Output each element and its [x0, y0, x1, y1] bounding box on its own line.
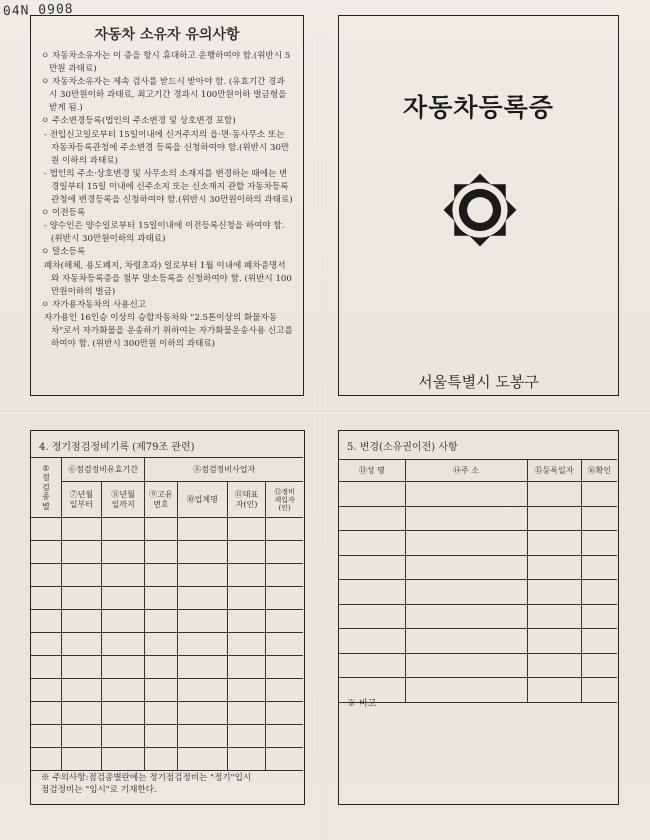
change-cell	[581, 580, 617, 605]
change-cell	[581, 604, 617, 629]
inspection-cell	[145, 725, 177, 748]
change-section-title: 5. 변경(소유권이전) 사항	[347, 442, 458, 453]
inspection-cell	[177, 610, 227, 633]
inspection-cell	[31, 748, 61, 771]
representative-header: ⑪대표 자(인)	[227, 482, 265, 518]
inspection-cell	[102, 564, 145, 587]
inspection-cell	[266, 679, 303, 702]
notice-item: - 전입신고일로부터 15일이내에 신거주지의 읍·면·동사무소 또는 자동차등록관청에 주소변경 등록을 신청하여야 함.(위반시 30만원 이하의 과태료)	[44, 129, 290, 166]
corner-stamp-number: 04N 0908	[2, 1, 74, 20]
change-cell	[527, 506, 581, 531]
change-cell	[527, 678, 581, 703]
inspection-cell	[61, 518, 101, 541]
inspection-cell	[61, 541, 101, 564]
inspection-cell	[266, 541, 303, 564]
change-cell	[581, 506, 617, 531]
inspection-cell	[266, 633, 303, 656]
owner-notice-panel	[30, 15, 304, 396]
change-cell	[527, 555, 581, 580]
owner-name-header: ⑬성 명	[339, 460, 405, 482]
inspection-cell	[177, 748, 227, 771]
inspection-cell	[102, 518, 145, 541]
inspection-cell	[31, 564, 61, 587]
change-cell	[405, 604, 527, 629]
inspection-row	[31, 518, 303, 541]
change-cell	[405, 482, 527, 507]
inspection-cell	[227, 541, 265, 564]
horizontal-fold-line	[0, 411, 650, 415]
inspection-cell	[227, 564, 265, 587]
inspection-cell	[102, 725, 145, 748]
inspection-cell	[31, 702, 61, 725]
valid-to-header: ⑧년월 일까지	[102, 482, 145, 518]
inspection-cell	[227, 587, 265, 610]
change-cell	[339, 604, 405, 629]
inspection-row	[31, 633, 303, 656]
notice-item: ㅇ 말소등록	[41, 247, 86, 258]
inspection-cell	[227, 702, 265, 725]
change-row	[339, 653, 617, 678]
change-row	[339, 555, 617, 580]
inspection-cell	[61, 564, 101, 587]
notice-item: ㅇ 이전등록	[41, 208, 86, 219]
change-cell	[339, 531, 405, 556]
change-cell	[581, 678, 617, 703]
inspection-row	[31, 702, 303, 725]
inspection-cell	[102, 541, 145, 564]
notice-item: 폐차(해체, 용도폐지, 차령초과) 일로부터 1월 이내에 폐차증명서와 자동차등록증을 첨부 말소등록을 신청하여야 함. (위반시 100만원이하의 벌금)	[44, 260, 292, 297]
inspection-cell	[145, 702, 177, 725]
inspection-cell	[227, 518, 265, 541]
change-cell	[339, 653, 405, 678]
change-cell	[339, 506, 405, 531]
inspection-section-title: 4. 정기점검정비기록 (제79조 관련)	[39, 442, 195, 453]
inspection-cell	[31, 518, 61, 541]
ownership-change-table	[339, 459, 617, 703]
inspection-cell	[266, 518, 303, 541]
change-cell	[405, 506, 527, 531]
inspector-header: ⑫정비 제입자 (인)	[266, 482, 303, 518]
inspection-cell	[102, 587, 145, 610]
notice-item: 자가용인 16인승 이상의 승합자동차와 "2.5톤이상의 화물자동차"로서 자가화물을 운송하기 위하여는 자가화물운송사용 신고를 하여야 함. (위반시 300만원 이하의 과태료)	[44, 312, 293, 350]
notice-item: - 법인의 주소·상호변경 및 사무소의 소재지를 변경하는 때에는 변경일부터 15일 이내에 신주소지 또는 신소재지 관할 자동차등록관청에 변경등록을 신청하여야 함.(위반시 30만원이하의 과태료)	[44, 168, 293, 206]
inspection-row	[31, 610, 303, 633]
cover-title: 자동차등록증	[403, 93, 554, 122]
inspection-cell	[31, 587, 61, 610]
change-row	[339, 482, 617, 507]
inspection-cell	[102, 679, 145, 702]
inspection-cell	[31, 633, 61, 656]
inspection-cell	[61, 633, 101, 656]
change-cell	[527, 482, 581, 507]
inspection-cell	[266, 725, 303, 748]
inspection-cell	[102, 702, 145, 725]
inspection-cell	[61, 587, 101, 610]
business-name-header: ⑩업체명	[177, 482, 227, 518]
registration-date-header: ⑮등록일자	[527, 460, 581, 482]
inspection-cell	[102, 748, 145, 771]
inspection-cell	[227, 633, 265, 656]
inspection-cell	[145, 679, 177, 702]
inspection-cell	[227, 679, 265, 702]
inspection-type-header: ⑤ 점 검 종 별	[31, 458, 61, 518]
issuing-authority: 서울특별시 도봉구	[418, 373, 539, 391]
change-row	[339, 531, 617, 556]
inspection-cell	[227, 725, 265, 748]
inspection-cell	[177, 725, 227, 748]
change-cell	[339, 482, 405, 507]
change-cell	[405, 629, 527, 654]
inspection-cell	[227, 610, 265, 633]
inspection-cell	[61, 702, 101, 725]
inspection-row	[31, 725, 303, 748]
inspection-cell	[145, 656, 177, 679]
notice-item: ㅇ 자동차소유자는 이 증을 항시 휴대하고 운행하여야 함.(위반시 5만원 과태료)	[41, 51, 291, 75]
inspection-row	[31, 656, 303, 679]
inspection-cell	[145, 587, 177, 610]
change-cell	[339, 555, 405, 580]
change-cell	[581, 482, 617, 507]
inspection-footnote: ※ 주의사항:점검종별란에는 정기점검정비는 "정기"입시 점검정비는 "임시"로 기재한다.	[41, 773, 252, 795]
inspection-cell	[266, 702, 303, 725]
vertical-fold-line	[318, 0, 322, 840]
change-row	[339, 678, 617, 703]
inspection-cell	[61, 656, 101, 679]
inspection-cell	[177, 679, 227, 702]
change-cell	[527, 531, 581, 556]
change-cell	[405, 678, 527, 703]
change-cell	[527, 629, 581, 654]
change-row	[339, 629, 617, 654]
inspection-cell	[102, 610, 145, 633]
change-row	[339, 580, 617, 605]
inspection-row	[31, 564, 303, 587]
change-row	[339, 506, 617, 531]
change-cell	[405, 531, 527, 556]
owner-address-header: ⑭주 소	[405, 460, 527, 482]
inspection-cell	[61, 679, 101, 702]
inspection-cell	[61, 725, 101, 748]
inspection-cell	[102, 656, 145, 679]
valid-from-header: ⑦년월 일부터	[61, 482, 101, 518]
notice-item: ㅇ 주소변경등록(법인의 주소변경 및 상호변경 포함)	[41, 116, 236, 127]
inspection-cell	[266, 564, 303, 587]
unique-number-header: ⑨고유 번호	[145, 482, 177, 518]
inspection-cell	[227, 748, 265, 771]
inspection-cell	[177, 518, 227, 541]
remarks-label: ※ 비고	[347, 699, 377, 709]
inspection-cell	[266, 587, 303, 610]
inspection-cell	[177, 656, 227, 679]
inspection-cell	[266, 656, 303, 679]
change-cell	[527, 604, 581, 629]
change-cell	[527, 580, 581, 605]
inspection-row	[31, 679, 303, 702]
inspection-cell	[61, 748, 101, 771]
inspection-row	[31, 587, 303, 610]
inspection-cell	[177, 541, 227, 564]
inspection-cell	[31, 541, 61, 564]
change-cell	[405, 580, 527, 605]
inspection-cell	[177, 587, 227, 610]
seoul-emblem-icon	[434, 164, 526, 256]
inspection-cell	[31, 679, 61, 702]
change-cell	[581, 531, 617, 556]
inspection-cell	[102, 633, 145, 656]
inspection-cell	[177, 564, 227, 587]
inspection-cell	[31, 656, 61, 679]
inspection-cell	[61, 610, 101, 633]
inspection-cell	[145, 518, 177, 541]
ownership-change-panel	[338, 430, 619, 805]
change-cell	[581, 629, 617, 654]
inspection-record-panel	[30, 430, 305, 805]
inspection-cell	[266, 610, 303, 633]
inspection-cell	[145, 610, 177, 633]
inspection-cell	[145, 541, 177, 564]
owner-notice-heading: 자동차 소유자 유의사항	[94, 27, 240, 43]
notice-item: ㅇ 자가용자동차의 사용신고	[41, 299, 147, 310]
inspection-row	[31, 748, 303, 771]
inspection-cell	[177, 633, 227, 656]
inspection-cell	[227, 656, 265, 679]
inspection-table	[31, 457, 303, 771]
business-operator-header: ⑧점검정비사업자	[145, 458, 303, 482]
inspection-row	[31, 541, 303, 564]
change-row	[339, 604, 617, 629]
notice-item: ㅇ 자동차소유자는 제속 검사를 받드시 받아야 함. (유효기간 경과시 30만원이하 과태료, 최고기간 경과시 100만원이하 벌금형을 받게 됨.)	[41, 77, 287, 114]
inspection-cell	[177, 702, 227, 725]
confirmation-header: ⑯확인	[581, 460, 617, 482]
change-cell	[581, 653, 617, 678]
notice-item: - 양수인은 양수일로부터 15일이내에 이전등록신청을 하여야 함.(위반시 30만원이하의 과태료)	[44, 221, 285, 245]
change-cell	[339, 629, 405, 654]
inspection-cell	[266, 748, 303, 771]
change-cell	[527, 653, 581, 678]
change-cell	[339, 580, 405, 605]
change-cell	[405, 555, 527, 580]
inspection-cell	[31, 725, 61, 748]
change-cell	[581, 555, 617, 580]
inspection-cell	[145, 748, 177, 771]
change-cell	[405, 653, 527, 678]
validity-period-header: ⑥점검정비유효기간	[61, 458, 145, 482]
owner-notice-list	[41, 50, 293, 351]
inspection-cell	[31, 610, 61, 633]
inspection-cell	[145, 633, 177, 656]
cover-panel	[338, 15, 619, 396]
inspection-cell	[145, 564, 177, 587]
